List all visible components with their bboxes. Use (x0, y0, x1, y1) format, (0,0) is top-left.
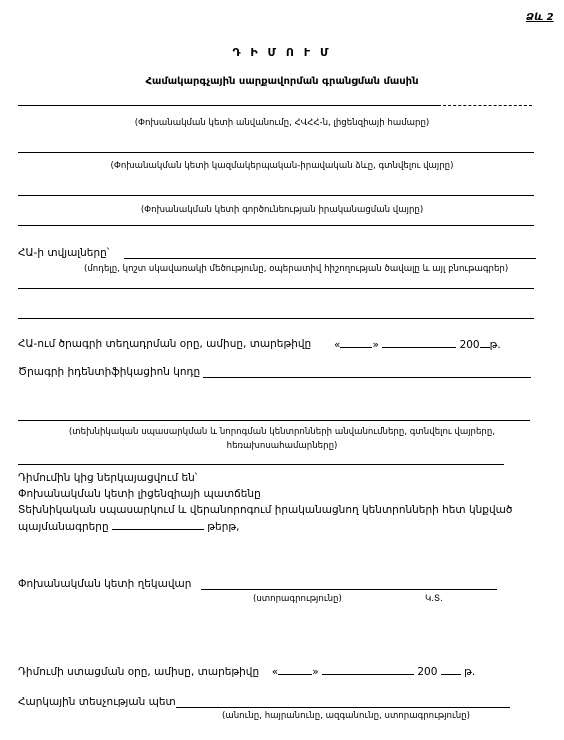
install-date-label: ՀԱ-ում ծրագրի տեղադրման օրը, ամիսը, տարեթիվը (18, 338, 312, 350)
legal-form-line[interactable] (18, 152, 534, 153)
service-centers-line[interactable] (18, 420, 530, 421)
exchange-name-line[interactable] (18, 105, 438, 106)
page-subtitle: Համակարգչային սարքավորման գրանցման մասին (145, 76, 419, 87)
form-number: Ձև 2 (526, 12, 554, 23)
exchange-name-line-dotted (438, 105, 532, 106)
exchange-name-hint: (Փոխանակման կետի անվանումը, ՀՎՀՀ-ն, լիցենզիայի համարը) (134, 118, 430, 128)
activity-place-hint: (Փոխանակման կետի գործունեության իրականացման վայրը) (140, 205, 424, 215)
head-label: Փոխանակման կետի ղեկավար (18, 578, 192, 590)
install-date-value: « » 200 թ. (334, 339, 501, 351)
tax-officer-hint: (անունը, հայրանունը, ազգանունը, ստորագրությունը) (222, 711, 470, 721)
receipt-date-label: Դիմումի ստացման օրը, ամիսը, տարեթիվը (18, 666, 260, 678)
activity-place-line[interactable] (18, 195, 534, 196)
activity-place-line-2[interactable] (18, 225, 534, 226)
contracts-pages-field[interactable] (112, 520, 204, 530)
tax-officer-label: Հարկային տեսչության պետ (18, 696, 176, 708)
tax-officer-line[interactable] (176, 707, 510, 708)
service-centers-hint-2: հեռախոսահամարները) (226, 441, 338, 451)
page-title: Դ Ի Մ Ո Ւ Մ (232, 46, 332, 59)
install-day-field[interactable] (340, 338, 372, 348)
hardware-data-line-2[interactable] (18, 288, 534, 289)
attachment-license-copy: Փոխանակման կետի լիցենզիայի պատճենը (18, 488, 261, 500)
install-year-field[interactable] (480, 338, 490, 348)
head-signature-line[interactable] (201, 589, 497, 590)
program-id-label: Ծրագրի իդենտիֆիկացիոն կոդը (18, 366, 201, 378)
hardware-data-label: ՀԱ-ի տվյալները՝ (18, 247, 110, 259)
hardware-data-line-3[interactable] (18, 318, 534, 319)
hardware-data-line[interactable] (124, 258, 536, 259)
receipt-month-field[interactable] (322, 665, 414, 675)
service-centers-hint-1: (տեխնիկական սպասարկման և նորոգման կենտրոնների անվանումները, գտնվելու վայրերը, (68, 427, 496, 437)
receipt-year-field[interactable] (441, 665, 461, 675)
program-id-line[interactable] (203, 377, 531, 378)
legal-form-hint: (Փոխանակման կետի կազմակերպական-իրավական ձևը, գտնվելու վայրը) (110, 161, 454, 171)
attachment-contracts: Տեխնիկական սպասարկում և վերանորոգում իրականացնող կենտրոնների հետ կնքված (18, 504, 513, 516)
service-centers-line-2[interactable] (18, 464, 504, 465)
attachment-contracts-pages: պայմանագրերը թերթ, (18, 521, 240, 533)
seal-place: Կ.Տ. (425, 594, 443, 604)
attachments-title: Դիմումին կից ներկայացվում են՝ (18, 472, 198, 484)
signature-hint: (ստորագրությունը) (253, 594, 342, 604)
receipt-day-field[interactable] (278, 665, 312, 675)
install-date-row (18, 338, 311, 350)
hardware-data-hint: (մոդելը, կոշտ սկավառակի մեծությունը, օպերատիվ հիշողության ծավալը և այլ բնութագրեր) (84, 264, 509, 274)
receipt-date-row: Դիմումի ստացման օրը, ամիսը, տարեթիվը « » 200 թ. (18, 666, 476, 678)
install-month-field[interactable] (382, 338, 456, 348)
